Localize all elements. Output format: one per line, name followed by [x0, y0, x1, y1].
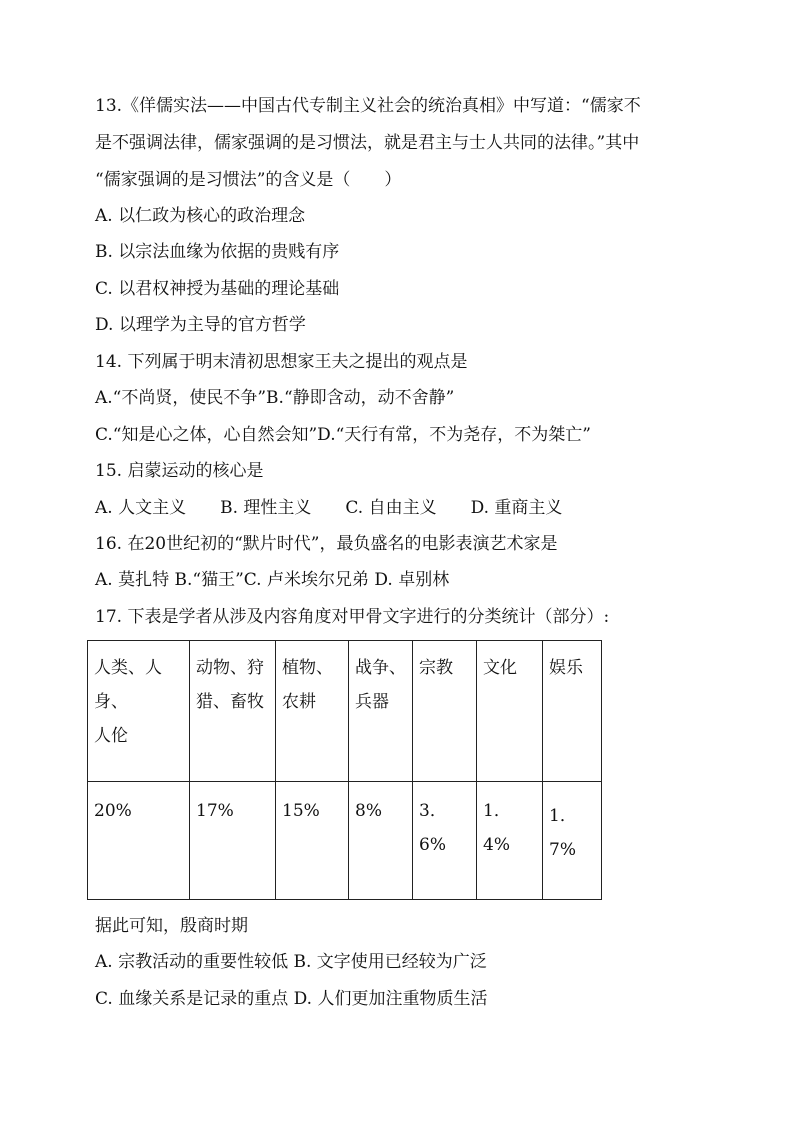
header-cell-animals: 动物、狩 猎、畜牧: [190, 641, 276, 782]
q17-options-cd: C. 血缘关系是记录的重点 D. 人们更加注重物质生活: [95, 989, 488, 1009]
header-cell-war: 战争、 兵器: [349, 641, 413, 782]
table-value-row: [88, 782, 602, 900]
value-cell-culture: 1．4%: [477, 782, 543, 900]
q14-stem: 14. 下列属于明末清初思想家王夫之提出的观点是: [95, 352, 468, 372]
q13-option-c: C. 以君权神授为基础的理论基础: [95, 279, 340, 299]
value-cell-religion: 3．6%: [413, 782, 477, 900]
q14-options-ab: A.“不尚贤，使民不争”B.“静即含动，动不舍静”: [95, 388, 455, 408]
header-cell-plants: 植物、 农耕: [276, 641, 349, 782]
q13-stem-line-2: 是不强调法律，儒家强调的是习惯法，就是君主与士人共同的法律。”其中: [95, 133, 640, 153]
value-cell-war: 8%: [349, 782, 413, 900]
value-cell-entertainment: 1．7%: [543, 782, 602, 900]
oracle-bone-classification-table: [87, 640, 602, 900]
q17-conclusion: 据此可知，殷商时期: [95, 916, 248, 936]
value-cell-animals: 17%: [190, 782, 276, 900]
q16-options: A. 莫扎特 B.“猫王”C. 卢米埃尔兄弟 D. 卓别林: [95, 570, 450, 590]
q14-options-cd: C.“知是心之体，心自然会知”D.“天行有常，不为尧存，不为桀亡”: [95, 425, 591, 445]
header-cell-religion: 宗教: [413, 641, 477, 782]
value-cell-humans: 20%: [88, 782, 190, 900]
q15-options: A. 人文主义 B. 理性主义 C. 自由主义 D. 重商主义: [95, 498, 563, 518]
header-cell-entertainment: 娱乐: [543, 641, 602, 782]
q13-option-a: A. 以仁政为核心的政治理念: [95, 206, 306, 226]
q13-option-d: D. 以理学为主导的官方哲学: [95, 315, 306, 335]
q13-option-b: B. 以宗法血缘为依据的贵贱有序: [95, 242, 340, 262]
q17-stem: 17. 下表是学者从涉及内容角度对甲骨文字进行的分类统计（部分）:: [95, 607, 610, 627]
value-cell-plants: 15%: [276, 782, 349, 900]
header-cell-humans: 人类、人身、 人伦: [88, 641, 190, 782]
q15-stem: 15. 启蒙运动的核心是: [95, 461, 264, 481]
q13-stem-line-3: “儒家强调的是习惯法”的含义是（ ）: [95, 170, 402, 190]
header-cell-culture: 文化: [477, 641, 543, 782]
q13-stem-line-1: 13.《佯儒实法——中国古代专制主义社会的统治真相》中写道：“儒家不: [95, 96, 641, 116]
q16-stem: 16. 在20世纪初的“默片时代”，最负盛名的电影表演艺术家是: [95, 534, 558, 554]
q17-options-ab: A. 宗教活动的重要性较低 B. 文字使用已经较为广泛: [95, 952, 487, 972]
table-header-row: [88, 641, 602, 782]
